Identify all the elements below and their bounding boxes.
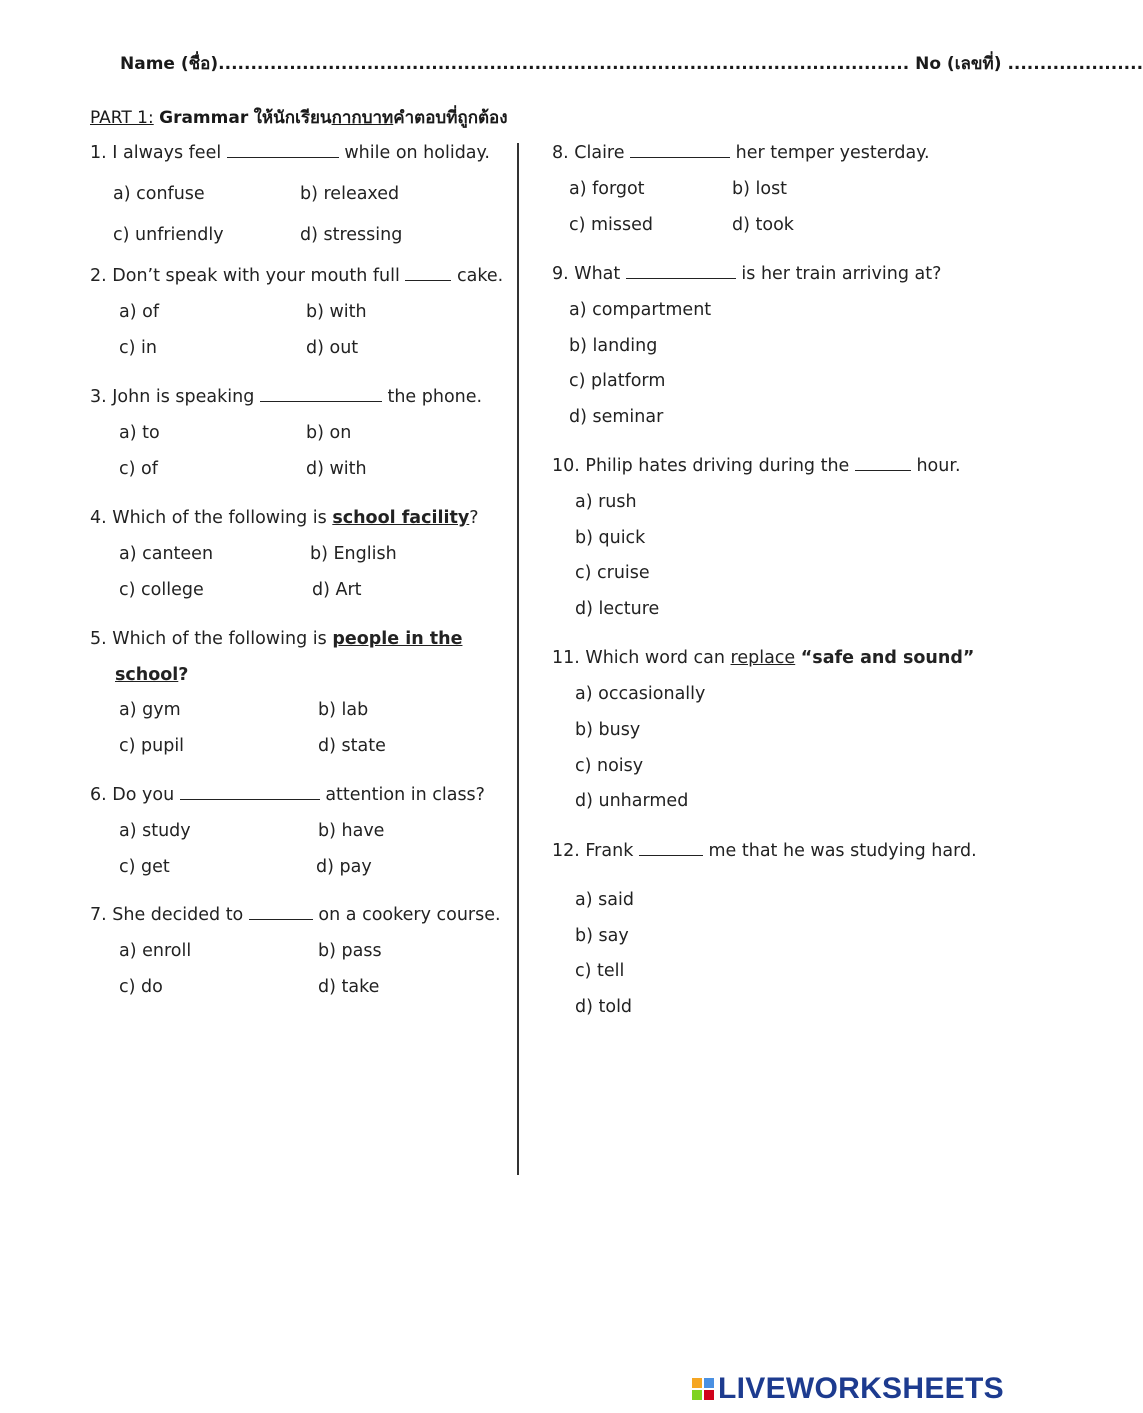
column-divider bbox=[517, 143, 519, 1175]
logo-square bbox=[692, 1378, 702, 1388]
question-text: cake. bbox=[457, 266, 504, 286]
option-7c: c) do bbox=[119, 977, 163, 997]
question-text: 8. Claire bbox=[552, 143, 625, 163]
option-8a: a) forgot bbox=[569, 179, 645, 199]
option-9a: a) compartment bbox=[569, 300, 712, 320]
option-2a: a) of bbox=[119, 302, 159, 322]
option-1a: a) confuse bbox=[113, 184, 205, 204]
option-6c: c) get bbox=[119, 857, 170, 877]
option-12d: d) told bbox=[575, 997, 633, 1017]
question-8 bbox=[552, 143, 930, 163]
question-text: attention in class? bbox=[325, 785, 485, 805]
answer-blank bbox=[639, 841, 703, 856]
option-12b: b) say bbox=[575, 926, 629, 946]
question-keyword: replace bbox=[730, 648, 796, 668]
option-3d: d) with bbox=[306, 459, 367, 479]
question-text: 5. Which of the following is bbox=[90, 629, 327, 649]
option-3a: a) to bbox=[119, 423, 160, 443]
question-text: 12. Frank bbox=[552, 841, 634, 861]
option-6d: d) pay bbox=[316, 857, 372, 877]
answer-blank bbox=[260, 387, 382, 402]
logo-square bbox=[704, 1378, 714, 1388]
question-4 bbox=[90, 508, 479, 528]
question-text: 7. She decided to bbox=[90, 905, 244, 925]
logo-grid-icon bbox=[692, 1378, 714, 1400]
option-10d: d) lecture bbox=[575, 599, 660, 619]
question-5 bbox=[90, 629, 462, 649]
answer-blank bbox=[180, 785, 320, 800]
question-text: the phone. bbox=[387, 387, 483, 407]
option-10c: c) cruise bbox=[575, 563, 650, 583]
option-9d: d) seminar bbox=[569, 407, 664, 427]
question-text: while on holiday. bbox=[344, 143, 490, 163]
answer-blank bbox=[626, 264, 736, 279]
option-11a: a) occasionally bbox=[575, 684, 706, 704]
question-9 bbox=[552, 264, 941, 284]
part-subject: Grammar bbox=[159, 108, 249, 128]
part-label: PART 1: bbox=[90, 108, 154, 128]
question-text: ? bbox=[469, 508, 479, 528]
name-number-line bbox=[120, 50, 1143, 77]
option-10a: a) rush bbox=[575, 492, 637, 512]
option-7a: a) enroll bbox=[119, 941, 192, 961]
question-text: 2. Don’t speak with your mouth full bbox=[90, 266, 400, 286]
option-12c: c) tell bbox=[575, 961, 625, 981]
option-2c: c) in bbox=[119, 338, 157, 358]
option-8b: b) lost bbox=[732, 179, 788, 199]
question-keyword: school facility bbox=[332, 508, 470, 528]
option-5b: b) lab bbox=[318, 700, 369, 720]
option-5d: d) state bbox=[318, 736, 386, 756]
part-instruction-3: คำตอบที่ถูกต้อง bbox=[393, 108, 508, 128]
question-text: 4. Which of the following is bbox=[90, 508, 327, 528]
liveworksheets-logo bbox=[692, 1372, 1004, 1406]
name-label: Name (ชื่อ) bbox=[120, 54, 219, 74]
question-3 bbox=[90, 387, 482, 407]
question-5-continued bbox=[115, 665, 188, 685]
question-10 bbox=[552, 456, 961, 476]
question-text: ? bbox=[178, 665, 189, 685]
option-4b: b) English bbox=[310, 544, 397, 564]
option-4d: d) Art bbox=[312, 580, 362, 600]
option-3c: c) of bbox=[119, 459, 158, 479]
option-12a: a) said bbox=[575, 890, 634, 910]
option-1d: d) stressing bbox=[300, 225, 403, 245]
option-9b: b) landing bbox=[569, 336, 658, 356]
logo-square bbox=[692, 1390, 702, 1400]
question-text: on a cookery course. bbox=[318, 905, 501, 925]
question-7 bbox=[90, 905, 501, 925]
answer-blank bbox=[855, 456, 911, 471]
question-text: 6. Do you bbox=[90, 785, 175, 805]
question-12 bbox=[552, 841, 977, 861]
number-label: No (เลขที่) bbox=[915, 54, 1002, 74]
option-11c: c) noisy bbox=[575, 756, 644, 776]
part-title bbox=[90, 104, 508, 131]
option-1c: c) unfriendly bbox=[113, 225, 224, 245]
option-8d: d) took bbox=[732, 215, 794, 235]
name-dots: ........................................................................................................... bbox=[218, 54, 910, 74]
answer-blank bbox=[227, 143, 339, 158]
question-text: 3. John is speaking bbox=[90, 387, 255, 407]
option-5a: a) gym bbox=[119, 700, 181, 720]
question-text: 10. Philip hates driving during the bbox=[552, 456, 850, 476]
question-text: 1. I always feel bbox=[90, 143, 222, 163]
question-text: hour. bbox=[916, 456, 961, 476]
question-phrase: “safe and sound” bbox=[800, 648, 975, 668]
option-10b: b) quick bbox=[575, 528, 646, 548]
option-1b: b) releaxed bbox=[300, 184, 400, 204]
question-11 bbox=[552, 648, 974, 668]
part-instruction-1: ให้นักเรียน bbox=[253, 108, 332, 128]
question-text: her temper yesterday. bbox=[735, 143, 930, 163]
question-6 bbox=[90, 785, 485, 805]
part-instruction-2: กากบาท bbox=[331, 108, 394, 128]
question-text: is her train arriving at? bbox=[741, 264, 942, 284]
option-5c: c) pupil bbox=[119, 736, 185, 756]
logo-square bbox=[704, 1390, 714, 1400]
option-2b: b) with bbox=[306, 302, 367, 322]
answer-blank bbox=[249, 905, 313, 920]
question-text: 9. What bbox=[552, 264, 621, 284]
question-text: me that he was studying hard. bbox=[708, 841, 977, 861]
option-11d: d) unharmed bbox=[575, 791, 689, 811]
option-3b: b) on bbox=[306, 423, 352, 443]
option-7d: d) take bbox=[318, 977, 380, 997]
logo-text: LIVEWORKSHEETS bbox=[718, 1372, 1004, 1405]
question-1 bbox=[90, 143, 490, 163]
question-text: 11. Which word can bbox=[552, 648, 725, 668]
answer-blank bbox=[405, 266, 451, 281]
number-dots: ..................... bbox=[1007, 54, 1143, 74]
option-11b: b) busy bbox=[575, 720, 641, 740]
question-keyword: school bbox=[115, 665, 179, 685]
option-9c: c) platform bbox=[569, 371, 666, 391]
question-2 bbox=[90, 266, 503, 286]
option-6a: a) study bbox=[119, 821, 191, 841]
option-7b: b) pass bbox=[318, 941, 382, 961]
option-4c: c) college bbox=[119, 580, 204, 600]
option-2d: d) out bbox=[306, 338, 359, 358]
option-8c: c) missed bbox=[569, 215, 654, 235]
option-6b: b) have bbox=[318, 821, 385, 841]
option-4a: a) canteen bbox=[119, 544, 214, 564]
question-keyword: people in the bbox=[332, 629, 463, 649]
answer-blank bbox=[630, 143, 730, 158]
